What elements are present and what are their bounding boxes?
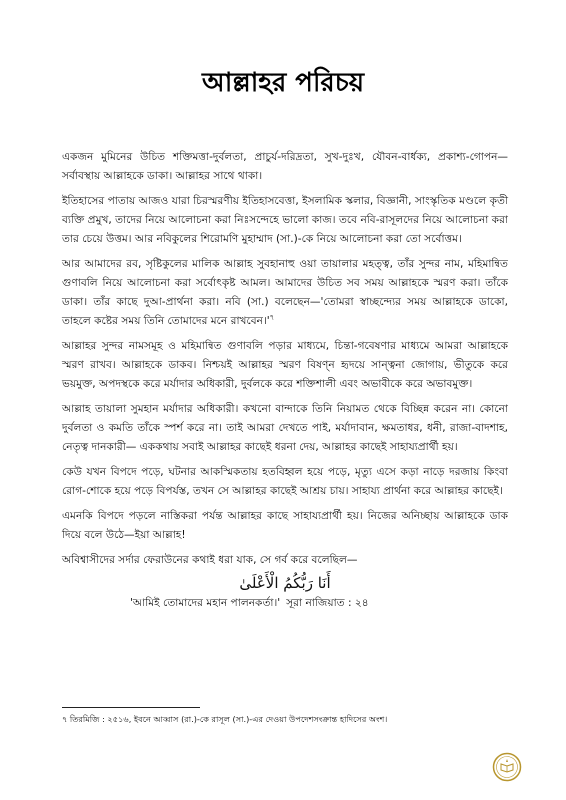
paragraph-3 — [62, 255, 508, 331]
verse-reference: সূরা নাজিয়াত : ২৪ — [286, 597, 369, 609]
paragraph-4: আল্লাহর সুন্দর নামসমূহ ও মহিমান্বিত গুণাবলি পড়ার মাধ্যমে, চিন্তা-গবেষণার মাধ্যমে আমরা আল্লাহকে স্মরণ রাখব। আল্লাহকে ডাকব। নিশ্চয়ই আল্লাহর স্মরণ বিষণ্ন হৃদয়ে সান্ত্বনা জোগায়, ভীতুকে করে ভয়মুক্ত, অপদস্থকে করে মর্যাদার অধিকারী, দুর্বলকে করে শক্তিশালী এবং অভাবীকে করে অভাবমুক্ত। — [62, 340, 508, 390]
paragraph-5: আল্লাহ তায়ালা সুমহান মর্যাদার অধিকারী। কখনো বান্দাকে তিনি নিয়ামত থেকে বিচ্ছিন্ন করেন না। কোনো দুর্বলতা ও কমতি তাঁকে স্পর্শ করে না। তাই আমরা দেখতে পাই, মর্যাদাবান, ক্ষমতাধর, ধনী, রাজা-বাদশাহ, নেতৃত্ব দানকারী— এককথায় সবাই আল্লাহর কাছেই ধরনা দেয়, আল্লাহর কাছেই সাহায্যপ্রার্থী হয়। — [62, 403, 508, 453]
footnote-divider — [62, 707, 200, 708]
page-title: আল্লাহর পরিচয় — [201, 68, 365, 98]
body-text — [62, 148, 508, 612]
book-crest-logo-icon — [492, 752, 522, 782]
paragraph-7: এমনকি বিপদে পড়লে নাস্তিকরা পর্যন্ত আল্লাহর কাছে সাহায্যপ্রার্থী হয়। নিজের অনিচ্ছায় আল্লাহকে ডাক দিয়ে বলে উঠে—ইয়া আল্লাহ! — [62, 510, 508, 541]
paragraph-3-text: আর আমাদের রব, সৃষ্টিকুলের মালিক আল্লাহ সুবহানাহু ওয়া তায়ালার মহত্ত্ব, তাঁর সুন্দর নাম, মহিমান্বিত গুণাবলি নিয়ে আলোচনা করা সর্বোৎকৃষ্ট আমল। আমাদের উচিত সব সময় আল্লাহকে স্মরণ করা। তাঁকে ডাকা। তাঁর কাছে দুআ-প্রার্থনা করা। নবি (সা.) বলেছেন—'তোমরা স্বাচ্ছন্দ্যের সময় আল্লাহকে ডাকো, তাহলে কষ্টের সময় তিনি তোমাদের মনে রাখবেন।' — [62, 258, 508, 327]
arabic-verse: أَنَا رَبُّكُمُ الْأَعْلَىٰ — [239, 574, 331, 592]
paragraph-1: একজন মুমিনের উচিত শক্তিমত্তা-দুর্বলতা, প্রাচুর্য-দরিদ্রতা, সুখ-দুঃখ, যৌবন-বার্ধক্য, প্রকাশ্য-গোপন—সর্বাবস্থায় আল্লাহকে ডাকা। আল্লাহর সাথে থাকা। — [62, 151, 508, 182]
paragraph-8: অবিশ্বাসীদের সর্দার ফেরাউনের কথাই ধরা যাক, সে গর্ব করে বলেছিল— — [62, 554, 358, 566]
paragraph-6: কেউ যখন বিপদে পড়ে, ঘটনার আকস্মিকতায় হতবিহ্বল হয়ে পড়ে, মৃত্যু এসে কড়া নাড়ে দরজায় কিংবা রোগ-শোকে হয়ে পড়ে বিপর্যস্ত, তখন সে আল্লাহর কাছেই আশ্রয় চায়। সাহায্য প্রার্থনা করে আল্লাহর কাছেই। — [62, 466, 508, 497]
paragraph-2: ইতিহাসের পাতায় আজও যারা চিরস্মরণীয় ইতিহাসবেত্তা, ইসলামিক স্কলার, বিজ্ঞানী, সাংস্কৃতিক মণ্ডলে কৃতী ব্যক্তি প্রমুখ, তাদের নিয়ে আলোচনা করা নিঃসন্দেহে ভালো কাজ। তবে নবি-রাসূলদের নিয়ে আলোচনা করা তার চেয়ে উত্তম। আর নবিকুলের শিরোমণি মুহাম্মাদ (সা.)-কে নিয়ে আলোচনা করা তো সর্বোত্তম। — [62, 195, 508, 245]
footnote-marker: ৭ — [269, 313, 275, 322]
footnote: ৭ তিরমিজি : ২৫১৬, ইবনে আব্বাস (রা.)-কে রাসূল (সা.)-এর দেওয়া উপদেশসংক্রান্ত হাদিসের অংশ। — [62, 714, 388, 724]
verse-translation — [62, 594, 508, 612]
translation-text: 'আমিই তোমাদের মহান পালনকর্তা।' — [130, 597, 281, 609]
